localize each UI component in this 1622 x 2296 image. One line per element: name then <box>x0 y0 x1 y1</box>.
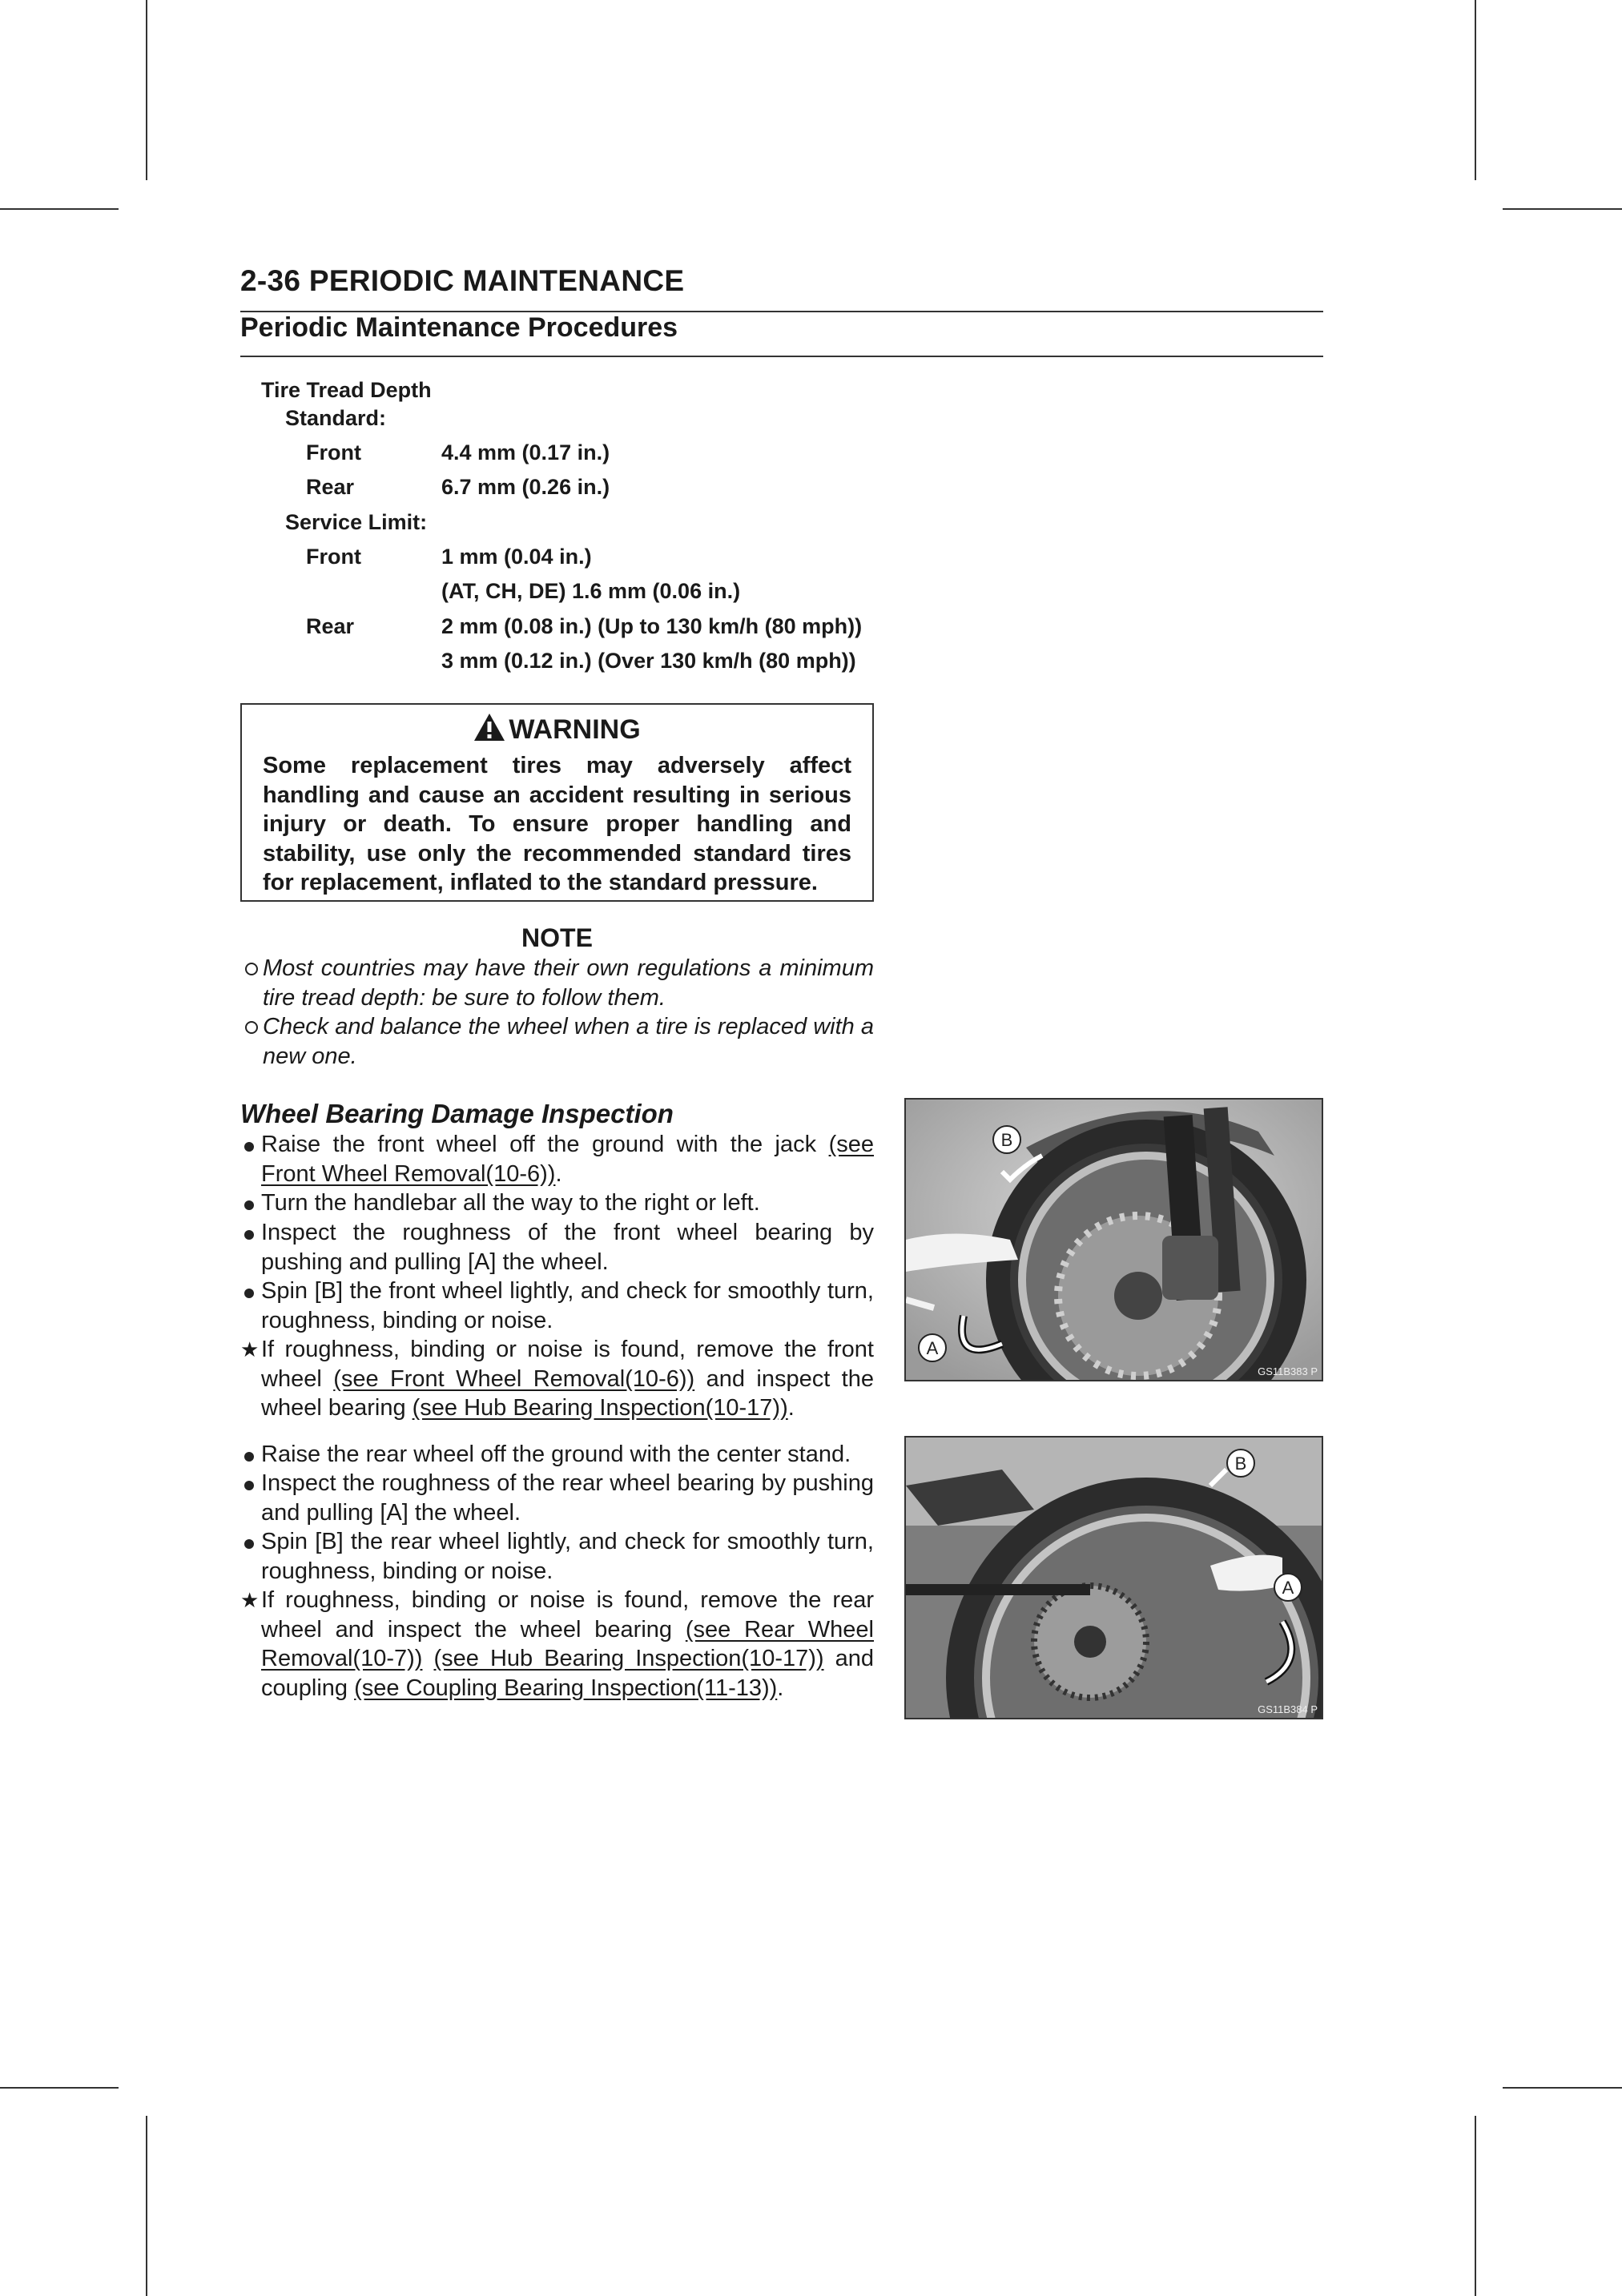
warning-box <box>240 703 874 902</box>
spec-limit-label: Service Limit: <box>285 510 428 534</box>
list-item: Raise the front wheel off the ground with the jack (see Front Wheel Removal(10-6)). <box>261 1130 874 1188</box>
bullet-icon <box>240 1469 258 1498</box>
crop-mark <box>146 0 147 180</box>
callout-a: A <box>1282 1578 1294 1598</box>
spec-pos: Rear <box>306 475 355 499</box>
spec-value: 2 mm (0.08 in.) (Up to 130 km/h (80 mph)) <box>441 614 863 638</box>
spec-value: (AT, CH, DE) 1.6 mm (0.06 in.) <box>441 579 741 603</box>
note-item <box>263 954 874 1012</box>
warning-triangle-icon <box>473 713 505 742</box>
spec-heading: Tire Tread Depth <box>261 378 432 402</box>
list-item: Inspect the roughness of the rear wheel bearing by pushing and pulling [A] the wheel. <box>261 1469 874 1527</box>
spec-value: 4.4 mm (0.17 in.) <box>441 440 610 464</box>
spec-pos: Front <box>306 545 361 569</box>
crop-mark <box>0 208 119 210</box>
bullet-icon <box>240 1130 258 1160</box>
star-icon: ★ <box>240 1337 260 1361</box>
bullet-icon <box>240 1277 258 1306</box>
spec-value: 3 mm (0.12 in.) (Over 130 km/h (80 mph)) <box>441 649 856 673</box>
crop-mark <box>1503 2087 1622 2089</box>
crop-mark <box>1503 208 1622 210</box>
subtitle-rule <box>240 356 1323 357</box>
bullet-icon <box>240 1527 258 1557</box>
rear-wheel-photo <box>904 1436 1323 1719</box>
link-hub-bearing-inspection[interactable]: (see Hub Bearing Inspection(10-17)) <box>412 1395 788 1421</box>
crop-mark <box>146 2116 147 2296</box>
star-icon: ★ <box>240 1588 260 1612</box>
list-item: ★ If roughness, binding or noise is found, remove the rear wheel and inspect the wheel bearing (see Rear Wheel Removal(10-7)) (see Hub Bearing Inspection(10-17)) and coupling (see Coupling Bearing Inspection(11-13)). <box>240 1587 874 1701</box>
warning-text: Some replacement tires may adversely affect handling and cause an accident resulting in serious injury or death. To ensure proper handling and stability, use only the recommended standard tires for replacement, inflated to the standard pressure. <box>263 753 851 895</box>
note-title: NOTE <box>521 923 593 952</box>
section-title: Wheel Bearing Damage Inspection <box>240 1099 674 1128</box>
bullet-icon <box>240 1188 258 1218</box>
list-item: Turn the handlebar all the way to the right or left. <box>261 1188 874 1218</box>
link-front-wheel-removal[interactable]: (see Front Wheel Removal(10-6)) <box>333 1365 695 1392</box>
crop-mark <box>0 2087 119 2089</box>
bullet-icon <box>240 1440 258 1470</box>
link-rear-wheel-removal[interactable]: (see Rear Wheel Removal(10-7)) <box>261 1616 874 1671</box>
crop-mark <box>1475 2116 1476 2296</box>
figure-code: GS11B384 P <box>1258 1703 1318 1715</box>
list-item: Inspect the roughness of the front wheel bearing by pushing and pulling [A] the wheel. <box>261 1218 874 1277</box>
link-front-wheel-removal[interactable]: (see Front Wheel Removal(10-6)) <box>261 1132 874 1187</box>
spec-value: 6.7 mm (0.26 in.) <box>441 475 610 499</box>
link-hub-bearing-inspection[interactable]: (see Hub Bearing Inspection(10-17)) <box>433 1646 824 1671</box>
list-item: Raise the rear wheel off the ground with the center stand. <box>261 1440 874 1470</box>
warning-title: WARNING <box>509 714 641 745</box>
spec-value: 1 mm (0.04 in.) <box>441 545 592 569</box>
list-item: ★ If roughness, binding or noise is found, remove the front wheel (see Front Wheel Removal(10-6)) and inspect the wheel bearing (see Hub Bearing Inspection(10-17)). <box>240 1337 874 1421</box>
note-text: Most countries may have their own regulations a minimum tire tread depth: be sure to follow them. <box>263 955 874 1011</box>
crop-mark <box>1475 0 1476 180</box>
page-title: 2-36 PERIODIC MAINTENANCE <box>240 264 685 297</box>
spec-pos: Front <box>306 440 361 464</box>
circle-bullet-icon <box>245 954 258 983</box>
circle-bullet-icon <box>245 1012 258 1042</box>
warning-header <box>242 713 872 746</box>
list-item: Spin [B] the front wheel lightly, and check for smoothly turn, roughness, binding or noise. <box>261 1277 874 1335</box>
figure-code: GS11B383 P <box>1258 1365 1318 1377</box>
bullet-icon <box>240 1218 258 1248</box>
front-wheel-photo <box>904 1098 1323 1381</box>
callout-b: B <box>1000 1130 1013 1150</box>
list-item: Spin [B] the rear wheel lightly, and check for smoothly turn, roughness, binding or noise. <box>261 1527 874 1586</box>
section-subtitle: Periodic Maintenance Procedures <box>240 312 678 343</box>
front-wheel-illustration <box>906 1100 1323 1381</box>
callout-a: A <box>926 1338 939 1358</box>
link-coupling-bearing-inspection[interactable]: (see Coupling Bearing Inspection(11-13)) <box>354 1675 778 1701</box>
spec-pos: Rear <box>306 614 355 638</box>
callout-b: B <box>1234 1454 1247 1474</box>
rear-wheel-illustration <box>906 1438 1323 1719</box>
note-text: Check and balance the wheel when a tire is replaced with a new one. <box>263 1014 874 1069</box>
note-item <box>263 1012 874 1071</box>
spec-standard-label: Standard: <box>285 406 387 430</box>
